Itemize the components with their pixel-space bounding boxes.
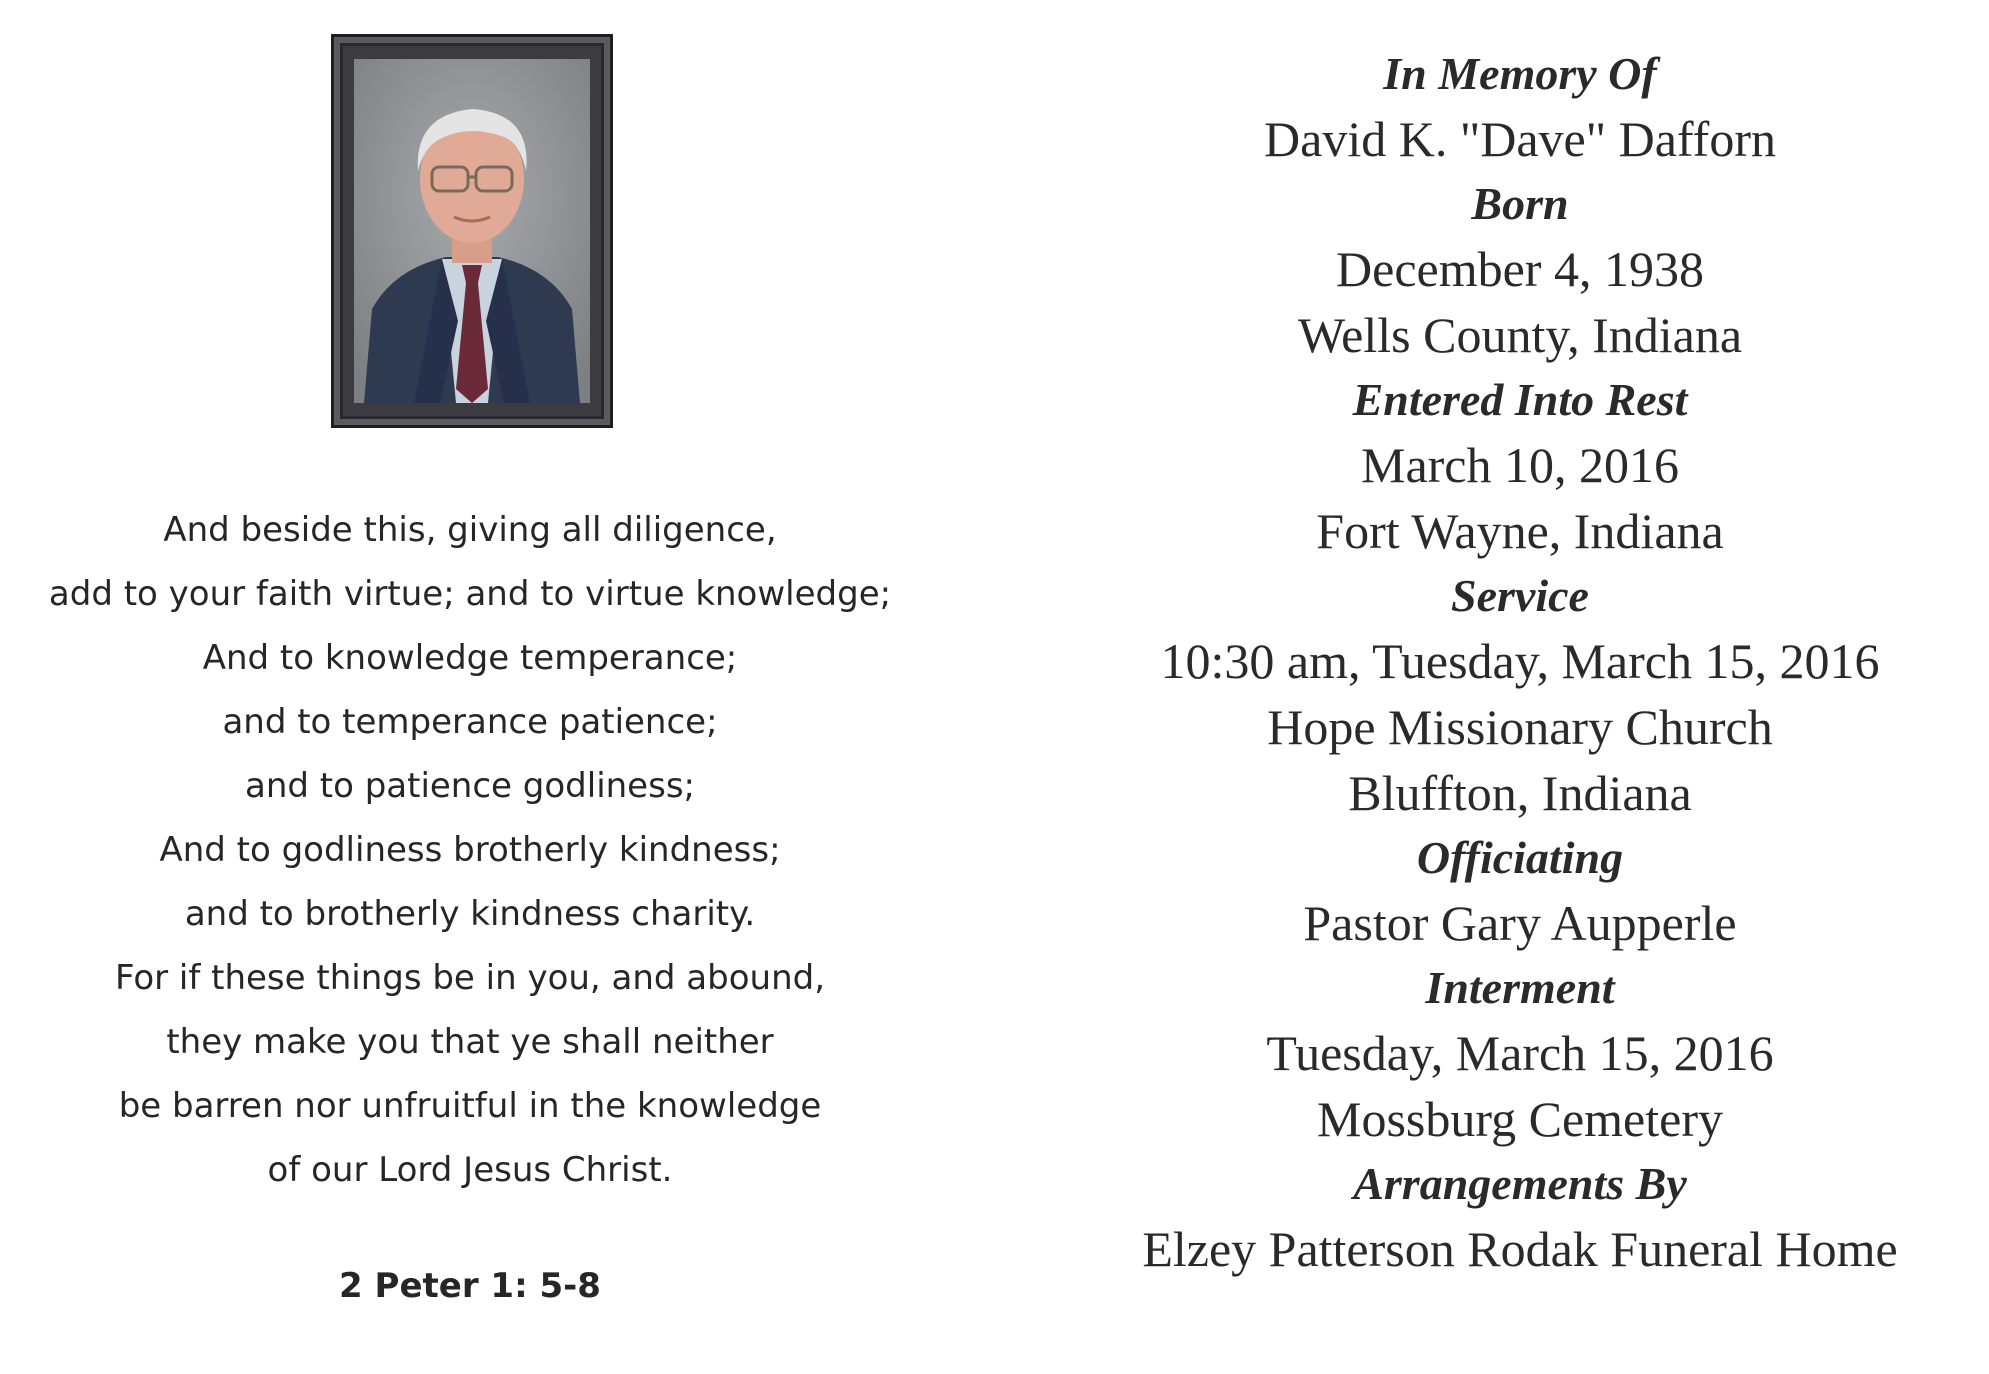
verse-line: And to knowledge temperance; [202, 638, 738, 678]
verse-line: they make you that ye shall neither [166, 1022, 774, 1062]
verse-line: For if these things be in you, and abound, [114, 958, 826, 998]
verse-line: And to godliness brotherly kindness; [159, 830, 781, 870]
born-place: Wells County, Indiana [1297, 307, 1743, 363]
interment-place: Mossburg Cemetery [1317, 1091, 1723, 1147]
scripture-verse [0, 498, 940, 1202]
verse-line: be barren nor unfruitful in the knowledge [118, 1086, 822, 1126]
born-date: December 4, 1938 [1336, 241, 1704, 297]
deceased-name: David K. "Dave" Dafforn [1264, 111, 1776, 167]
scripture-reference: 2 Peter 1: 5-8 [339, 1266, 601, 1306]
officiating-heading: Officiating [1416, 832, 1624, 883]
in-memory-heading: In Memory Of [1383, 48, 1657, 99]
service-place: Bluffton, Indiana [1348, 765, 1692, 821]
portrait-photo [331, 34, 613, 428]
officiant-name: Pastor Gary Aupperle [1303, 895, 1737, 951]
verse-line: and to temperance patience; [222, 702, 718, 742]
rest-date: March 10, 2016 [1361, 437, 1679, 493]
rest-place: Fort Wayne, Indiana [1316, 503, 1724, 559]
verse-line: of our Lord Jesus Christ. [267, 1150, 673, 1190]
born-heading: Born [1471, 178, 1569, 229]
verse-line: and to brotherly kindness charity. [184, 894, 756, 934]
verse-line: add to your faith virtue; and to virtue knowledge; [48, 574, 892, 614]
service-heading: Service [1451, 570, 1589, 621]
rest-heading: Entered Into Rest [1352, 374, 1688, 425]
left-panel [0, 0, 940, 1374]
service-church: Hope Missionary Church [1267, 699, 1773, 755]
funeral-home: Elzey Patterson Rodak Funeral Home [1142, 1221, 1898, 1277]
interment-heading: Interment [1425, 962, 1615, 1013]
verse-line: And beside this, giving all diligence, [163, 510, 777, 550]
interment-date: Tuesday, March 15, 2016 [1266, 1025, 1774, 1081]
arrangements-heading: Arrangements By [1353, 1158, 1687, 1209]
service-time: 10:30 am, Tuesday, March 15, 2016 [1160, 633, 1880, 689]
memorial-details [1060, 42, 1980, 1282]
portrait-image [354, 59, 590, 403]
verse-line: and to patience godliness; [244, 766, 695, 806]
